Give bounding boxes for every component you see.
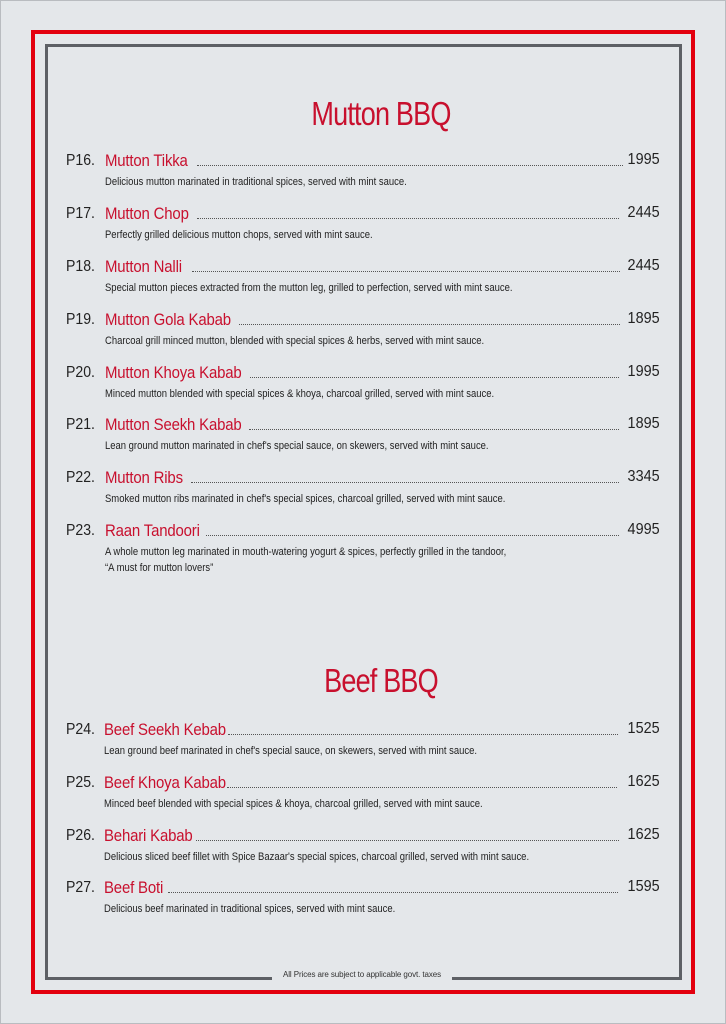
menu-item xyxy=(66,152,660,196)
item-name: Mutton Khoya Kabab xyxy=(105,363,242,382)
item-description: Delicious beef marinated in traditional spices, served with mint sauce. xyxy=(104,903,396,915)
dot-leader xyxy=(250,377,619,378)
item-code: P26. xyxy=(66,827,95,844)
dot-leader xyxy=(227,787,617,788)
menu-item xyxy=(66,258,660,302)
dot-leader xyxy=(249,429,619,430)
item-price: 1895 xyxy=(627,415,660,432)
section-title-beef-bbq: Beef BBQ xyxy=(324,662,438,699)
dot-leader xyxy=(206,535,619,536)
item-name: Beef Boti xyxy=(104,878,164,897)
menu-item xyxy=(66,774,660,818)
item-description: Delicious mutton marinated in traditional spices, served with mint sauce. xyxy=(105,176,407,188)
footer-rule-left xyxy=(45,977,272,980)
dot-leader xyxy=(192,271,620,272)
item-description: Special mutton pieces extracted from the mutton leg, grilled to perfection, served with mint sauce. xyxy=(105,282,513,294)
menu-item xyxy=(66,827,660,871)
dot-leader xyxy=(191,482,619,483)
item-description-tagline: “A must for mutton lovers” xyxy=(105,562,214,574)
item-name: Mutton Ribs xyxy=(105,468,183,487)
item-price: 1995 xyxy=(627,363,660,380)
item-name: Mutton Chop xyxy=(105,204,189,223)
menu-item xyxy=(66,364,660,408)
dot-leader xyxy=(196,840,619,841)
item-name: Mutton Nalli xyxy=(105,257,182,276)
dot-leader xyxy=(228,734,618,735)
item-name: Raan Tandoori xyxy=(105,521,200,540)
menu-item xyxy=(66,721,660,765)
item-description: Lean ground beef marinated in chef's special sauce, on skewers, served with mint sauce. xyxy=(104,745,478,757)
item-price: 1995 xyxy=(627,151,660,168)
item-price: 3345 xyxy=(627,468,660,485)
item-price: 1525 xyxy=(627,720,660,737)
menu-item xyxy=(66,469,660,513)
item-name: Beef Seekh Kebab xyxy=(104,720,226,739)
item-name: Behari Kabab xyxy=(104,826,193,845)
item-description: Perfectly grilled delicious mutton chops, served with mint sauce. xyxy=(105,229,373,241)
item-code: P19. xyxy=(66,311,95,328)
item-description: Minced mutton blended with special spices & khoya, charcoal grilled, served with mint sauce. xyxy=(105,388,495,400)
item-code: P25. xyxy=(66,774,95,791)
item-code: P17. xyxy=(66,205,95,222)
item-description: Smoked mutton ribs marinated in chef's special spices, charcoal grilled, served with mint sauce. xyxy=(105,493,506,505)
dot-leader xyxy=(197,165,623,166)
section-title-mutton-bbq: Mutton BBQ xyxy=(311,95,451,132)
menu-item xyxy=(66,416,660,460)
dot-leader xyxy=(197,218,619,219)
item-name: Mutton Seekh Kabab xyxy=(105,415,242,434)
menu-item xyxy=(66,205,660,249)
item-description: A whole mutton leg marinated in mouth-watering yogurt & spices, perfectly grilled in the tandoor, xyxy=(105,546,507,558)
item-code: P16. xyxy=(66,152,95,169)
item-description: Charcoal grill minced mutton, blended with special spices & herbs, served with mint sauce. xyxy=(105,335,485,347)
item-name: Mutton Gola Kabab xyxy=(105,310,231,329)
item-name: Beef Khoya Kabab xyxy=(104,773,226,792)
footer-tax-note: All Prices are subject to applicable govt. taxes xyxy=(283,970,441,979)
item-code: P22. xyxy=(66,469,95,486)
item-code: P18. xyxy=(66,258,95,275)
item-name: Mutton Tikka xyxy=(105,151,188,170)
item-price: 4995 xyxy=(627,521,660,538)
item-price: 2445 xyxy=(627,257,660,274)
item-code: P24. xyxy=(66,721,95,738)
dot-leader xyxy=(168,892,618,893)
item-price: 1625 xyxy=(627,773,660,790)
footer-rule-right xyxy=(452,977,682,980)
item-description: Lean ground mutton marinated in chef's special sauce, on skewers, served with mint sauce. xyxy=(105,440,489,452)
item-price: 1625 xyxy=(627,826,660,843)
item-code: P23. xyxy=(66,522,95,539)
item-code: P21. xyxy=(66,416,95,433)
dot-leader xyxy=(239,324,620,325)
item-code: P20. xyxy=(66,364,95,381)
item-description: Minced beef blended with special spices & khoya, charcoal grilled, served with mint sauce. xyxy=(104,798,483,810)
item-price: 2445 xyxy=(627,204,660,221)
item-code: P27. xyxy=(66,879,95,896)
menu-item xyxy=(66,311,660,355)
item-description: Delicious sliced beef fillet with Spice Bazaar's special spices, charcoal grilled, served with mint sauce. xyxy=(104,851,530,863)
menu-item xyxy=(66,522,660,582)
item-price: 1595 xyxy=(627,878,660,895)
item-price: 1895 xyxy=(627,310,660,327)
menu-item xyxy=(66,879,660,923)
